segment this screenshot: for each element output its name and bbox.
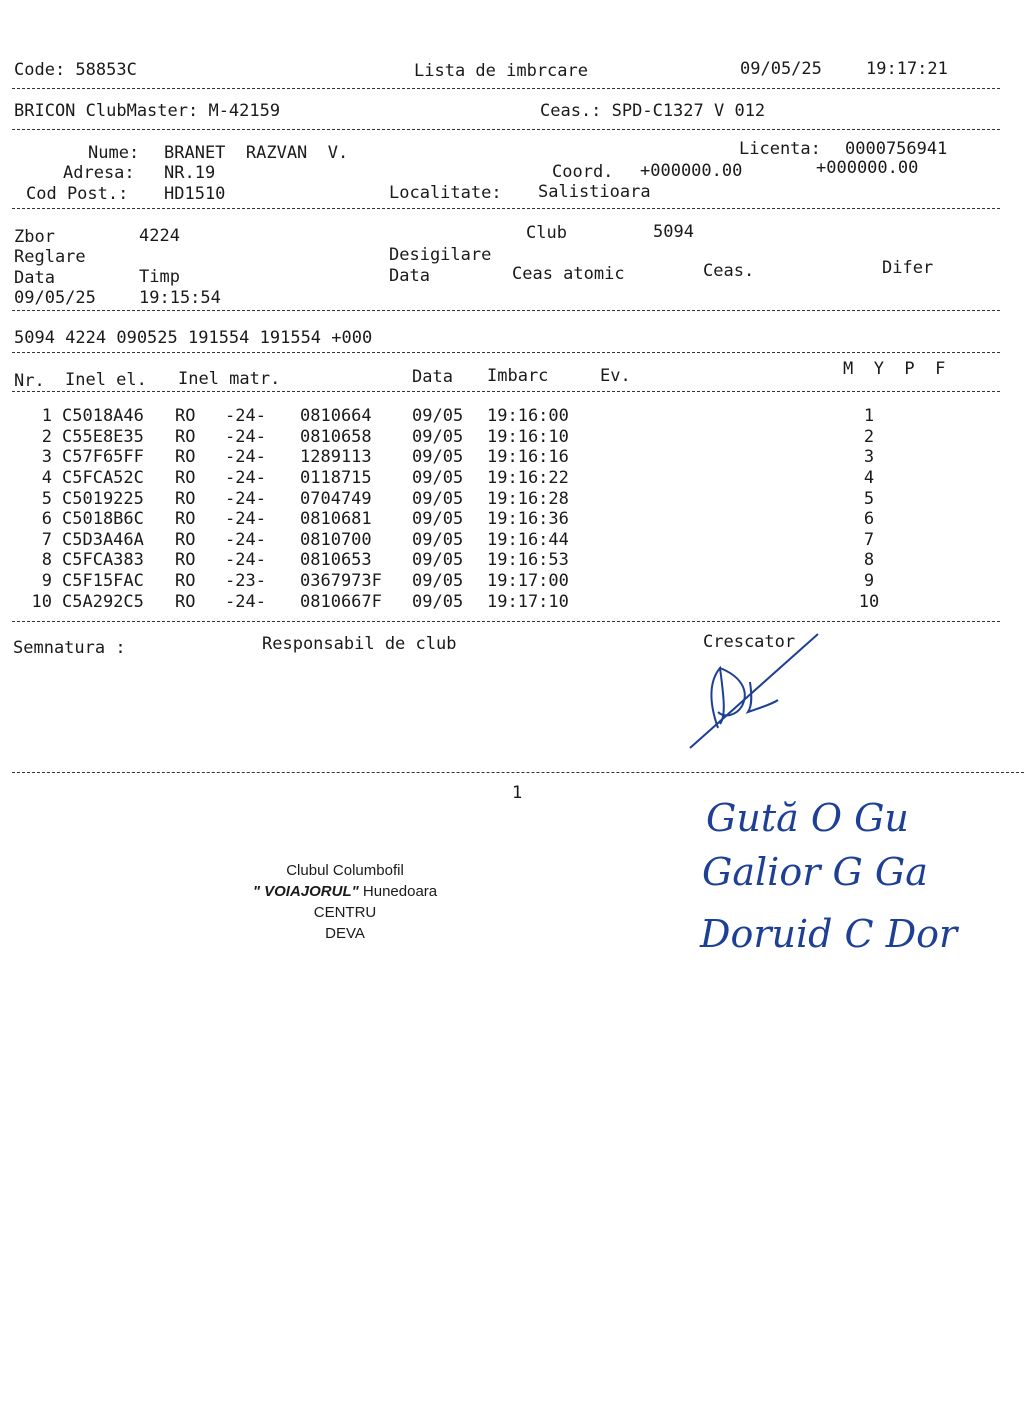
cell-nr: 5: [41, 488, 52, 509]
divider: [12, 352, 1000, 353]
page-number: 1: [512, 783, 523, 803]
table-row: [22, 550, 889, 571]
stamp-city: Hunedoara: [358, 883, 438, 900]
cell-inel-el: C5018B6C: [62, 509, 144, 530]
cell-date: 09/05: [412, 447, 464, 468]
cell-year: -24-: [225, 426, 266, 447]
cell-country: RO: [175, 426, 196, 447]
cell-nr: 1: [41, 406, 52, 427]
cell-date: 09/05: [412, 509, 464, 530]
table-row: [22, 427, 889, 448]
cell-inel-el: C5FCA52C: [62, 468, 144, 489]
table-row: [22, 591, 889, 612]
table-row: [22, 488, 889, 509]
cell-m: 7: [863, 529, 875, 550]
timp-label: Timp: [139, 267, 180, 287]
cell-country: RO: [175, 591, 196, 612]
cell-time: 19:16:10: [487, 426, 569, 447]
address-label: Adresa:: [63, 163, 135, 183]
col-imbarc: Imbarc: [487, 366, 549, 386]
divider: [12, 621, 1000, 622]
table-row: [22, 447, 889, 468]
divider: [12, 88, 1000, 89]
stamp-line-4: DEVA: [325, 925, 365, 942]
desigilare-label: Desigilare: [389, 245, 492, 265]
coord-1: +000000.00: [640, 161, 743, 181]
ceas-label: Ceas.: [703, 261, 755, 281]
cell-nr: 8: [41, 550, 52, 571]
cell-nr: 7: [41, 529, 52, 550]
reglare-date: 09/05/25: [14, 288, 96, 308]
cell-inel-matr: 0810658: [300, 426, 372, 447]
cell-country: RO: [175, 529, 196, 550]
cell-country: RO: [175, 571, 196, 592]
cell-time: 19:16:53: [487, 550, 569, 571]
col-inel-matr: Inel matr.: [178, 369, 281, 389]
handwritten-note-2: Galior G Ga: [702, 850, 928, 894]
postcode-value: HD1510: [164, 184, 226, 204]
cell-inel-el: C5FCA383: [62, 550, 144, 571]
cell-inel-el: C5019225: [62, 488, 144, 509]
cell-inel-matr: 0810664: [300, 406, 372, 427]
flight-summary: 5094 4224 090525 191554 191554 +000: [14, 328, 373, 348]
cell-time: 19:16:22: [487, 468, 569, 489]
clock-id: Ceas.: SPD-C1327 V 012: [540, 101, 766, 121]
cell-time: 19:16:00: [487, 406, 569, 427]
cell-nr: 4: [41, 468, 52, 489]
cell-nr: 10: [31, 591, 52, 612]
cell-date: 09/05: [412, 529, 464, 550]
licence-number: 0000756941: [845, 139, 948, 159]
table-row: [22, 509, 889, 530]
cell-inel-matr: 0118715: [300, 468, 372, 489]
cell-date: 09/05: [412, 591, 464, 612]
cell-country: RO: [175, 488, 196, 509]
table-row: [22, 406, 889, 427]
cell-m: 3: [863, 447, 875, 468]
club-stamp: [230, 860, 460, 944]
stamp-line-2: [230, 881, 460, 902]
cell-inel-matr: 0704749: [300, 488, 372, 509]
coord-2: +000000.00: [816, 158, 919, 178]
cell-m: 1: [863, 406, 875, 427]
name-label: Nume:: [88, 143, 140, 163]
cell-nr: 2: [41, 426, 52, 447]
divider: [12, 772, 1024, 773]
cell-year: -24-: [225, 447, 266, 468]
cell-m: 6: [863, 509, 875, 530]
cell-year: -23-: [225, 571, 266, 592]
cell-inel-el: C5A292C5: [62, 591, 144, 612]
cell-year: -24-: [225, 591, 266, 612]
cell-date: 09/05: [412, 426, 464, 447]
cell-year: -24-: [225, 406, 266, 427]
cell-inel-el: C57F65FF: [62, 447, 144, 468]
breeder-signature: [680, 620, 840, 760]
cell-year: -24-: [225, 509, 266, 530]
divider: [12, 129, 1000, 130]
cell-inel-matr: 0367973F: [300, 571, 382, 592]
locality-label: Localitate:: [389, 183, 502, 203]
cell-nr: 9: [41, 571, 52, 592]
cell-country: RO: [175, 447, 196, 468]
handwritten-note-1: Gută O Gu: [706, 796, 909, 840]
locality-value: Salistioara: [538, 182, 651, 202]
signature-label: Semnatura :: [13, 638, 126, 658]
cell-country: RO: [175, 468, 196, 489]
data-label: Data: [14, 268, 55, 288]
table-row: [22, 571, 889, 592]
cell-inel-el: C5F15FAC: [62, 571, 144, 592]
table-row: [22, 468, 889, 489]
document-title: Lista de imbrcare: [414, 61, 588, 81]
table-row: [22, 530, 889, 551]
cell-time: 19:16:16: [487, 447, 569, 468]
club-responsible-label: Responsabil de club: [262, 634, 457, 654]
cell-date: 09/05: [412, 468, 464, 489]
header-date: 09/05/25: [740, 59, 822, 79]
divider: [12, 391, 1000, 392]
cell-m: 8: [863, 550, 875, 571]
divider: [12, 208, 1000, 209]
cell-inel-matr: 0810681: [300, 509, 372, 530]
ceas-atomic-label: Ceas atomic: [512, 264, 625, 284]
cell-country: RO: [175, 406, 196, 427]
cell-m: 5: [863, 488, 875, 509]
col-nr: Nr.: [14, 371, 45, 391]
cell-year: -24-: [225, 529, 266, 550]
cell-time: 19:17:10: [487, 591, 569, 612]
cell-year: -24-: [225, 488, 266, 509]
cell-inel-matr: 1289113: [300, 447, 372, 468]
address-value: NR.19: [164, 163, 216, 183]
col-inel-el: Inel el.: [65, 370, 147, 390]
fancier-name: BRANET RAZVAN V.: [164, 143, 349, 163]
embarkation-table: [22, 406, 889, 612]
data-label-2: Data: [389, 266, 430, 286]
reglare-time: 19:15:54: [139, 288, 221, 308]
club-label: Club: [526, 223, 567, 243]
cell-inel-matr: 0810700: [300, 529, 372, 550]
cell-m: 2: [863, 426, 875, 447]
cell-date: 09/05: [412, 550, 464, 571]
club-value: 5094: [653, 222, 694, 242]
col-m-y-p-f: M Y P F: [843, 359, 946, 379]
cell-inel-matr: 0810667F: [300, 591, 382, 612]
cell-time: 19:16:28: [487, 488, 569, 509]
cell-date: 09/05: [412, 406, 464, 427]
cell-nr: 6: [41, 509, 52, 530]
coord-label: Coord.: [552, 162, 614, 182]
reglare-label: Reglare: [14, 247, 86, 267]
col-data: Data: [412, 367, 453, 387]
cell-inel-el: C5018A46: [62, 406, 144, 427]
col-ev: Ev.: [600, 366, 631, 386]
divider: [12, 310, 1000, 311]
cell-m: 4: [863, 468, 875, 489]
cell-nr: 3: [41, 447, 52, 468]
cell-m: 9: [863, 571, 875, 592]
clubmaster-device: BRICON ClubMaster: M-42159: [14, 101, 281, 121]
cell-inel-matr: 0810653: [300, 550, 372, 571]
cell-inel-el: C55E8E35: [62, 426, 144, 447]
handwritten-note-3: Doruid C Dor: [700, 912, 958, 956]
postcode-label: Cod Post.:: [26, 184, 129, 204]
cell-date: 09/05: [412, 488, 464, 509]
cell-country: RO: [175, 509, 196, 530]
breeder-label: Crescator: [703, 632, 796, 652]
stamp-line-3: CENTRU: [313, 904, 377, 921]
cell-time: 19:16:36: [487, 509, 569, 530]
stamp-line-1: Clubul Columbofil: [286, 862, 404, 879]
difer-label: Difer: [882, 258, 934, 278]
code-label: Code: 58853C: [14, 60, 137, 80]
header-time: 19:17:21: [866, 59, 948, 79]
cell-year: -24-: [225, 550, 266, 571]
zbor-value: 4224: [139, 226, 180, 246]
cell-time: 19:16:44: [487, 529, 569, 550]
cell-m: 10: [858, 591, 880, 612]
cell-inel-el: C5D3A46A: [62, 529, 144, 550]
cell-date: 09/05: [412, 571, 464, 592]
stamp-club-name: " VOIAJORUL": [252, 883, 359, 900]
licence-label: Licenta:: [739, 139, 821, 159]
cell-country: RO: [175, 550, 196, 571]
cell-time: 19:17:00: [487, 571, 569, 592]
zbor-label: Zbor: [14, 227, 55, 247]
cell-year: -24-: [225, 468, 266, 489]
